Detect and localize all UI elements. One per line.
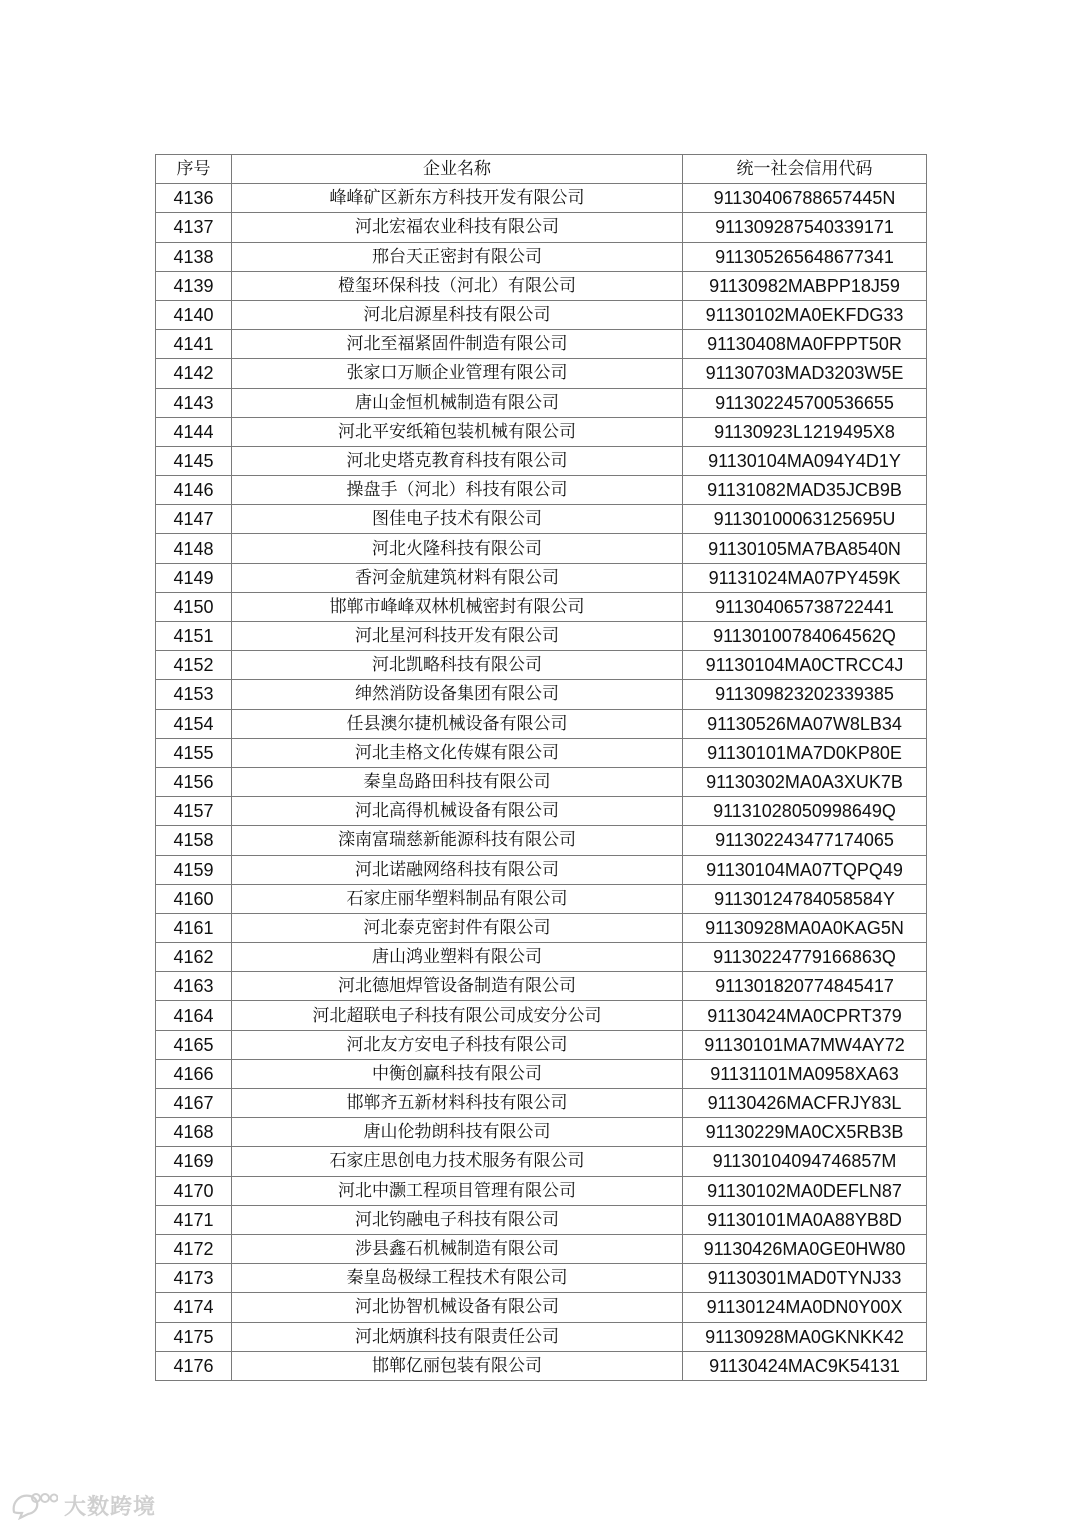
cell-serial-number: 4146 bbox=[156, 476, 232, 505]
table-row bbox=[156, 1030, 927, 1059]
table-row bbox=[156, 622, 927, 651]
cell-company-name: 秦皇岛极绿工程技术有限公司 bbox=[232, 1264, 683, 1293]
table-row bbox=[156, 446, 927, 475]
cell-company-name: 河北火隆科技有限公司 bbox=[232, 534, 683, 563]
cell-company-name: 河北星河科技开发有限公司 bbox=[232, 622, 683, 651]
cell-serial-number: 4144 bbox=[156, 417, 232, 446]
cell-serial-number: 4163 bbox=[156, 972, 232, 1001]
table-body bbox=[156, 184, 927, 1381]
cell-serial-number: 4165 bbox=[156, 1030, 232, 1059]
cell-credit-code: 91130124784058584Y bbox=[683, 884, 927, 913]
cell-company-name: 峰峰矿区新东方科技开发有限公司 bbox=[232, 184, 683, 213]
cell-company-name: 唐山伦勃朗科技有限公司 bbox=[232, 1118, 683, 1147]
table-row bbox=[156, 417, 927, 446]
table-row bbox=[156, 213, 927, 242]
cell-credit-code: 91130104MA094Y4D1Y bbox=[683, 446, 927, 475]
cell-serial-number: 4174 bbox=[156, 1293, 232, 1322]
cell-credit-code: 91130104094746857M bbox=[683, 1147, 927, 1176]
cell-serial-number: 4160 bbox=[156, 884, 232, 913]
cell-credit-code: 91130923L1219495X8 bbox=[683, 417, 927, 446]
cell-serial-number: 4136 bbox=[156, 184, 232, 213]
table-row bbox=[156, 943, 927, 972]
cell-credit-code: 91130426MACFRJY83L bbox=[683, 1089, 927, 1118]
table-row bbox=[156, 709, 927, 738]
cell-credit-code: 911309823202339385 bbox=[683, 680, 927, 709]
cell-company-name: 河北中灏工程项目管理有限公司 bbox=[232, 1176, 683, 1205]
table-row bbox=[156, 1264, 927, 1293]
table-row bbox=[156, 1205, 927, 1234]
enterprise-registry-table bbox=[155, 154, 927, 1381]
cell-credit-code: 911301820774845417 bbox=[683, 972, 927, 1001]
speech-bubble-logo-icon bbox=[10, 1490, 58, 1520]
cell-credit-code: 91130102MA0EKFDG33 bbox=[683, 300, 927, 329]
table-row bbox=[156, 884, 927, 913]
cell-serial-number: 4157 bbox=[156, 797, 232, 826]
cell-serial-number: 4176 bbox=[156, 1351, 232, 1380]
cell-credit-code: 91130302MA0A3XUK7B bbox=[683, 767, 927, 796]
cell-credit-code: 91130124MA0DN0Y00X bbox=[683, 1293, 927, 1322]
cell-serial-number: 4175 bbox=[156, 1322, 232, 1351]
cell-credit-code: 91130526MA07W8LB34 bbox=[683, 709, 927, 738]
cell-company-name: 河北协智机械设备有限公司 bbox=[232, 1293, 683, 1322]
table-row bbox=[156, 1293, 927, 1322]
header-credit-code: 统一社会信用代码 bbox=[683, 155, 927, 184]
cell-company-name: 河北诺融网络科技有限公司 bbox=[232, 855, 683, 884]
cell-credit-code: 91130408MA0FPPT50R bbox=[683, 330, 927, 359]
cell-company-name: 河北高得机械设备有限公司 bbox=[232, 797, 683, 826]
cell-company-name: 河北超联电子科技有限公司成安分公司 bbox=[232, 1001, 683, 1030]
cell-serial-number: 4170 bbox=[156, 1176, 232, 1205]
table-row bbox=[156, 1322, 927, 1351]
table-row bbox=[156, 1147, 927, 1176]
cell-company-name: 河北史塔克教育科技有限公司 bbox=[232, 446, 683, 475]
cell-credit-code: 91130224779166863Q bbox=[683, 943, 927, 972]
cell-company-name: 秦皇岛路田科技有限公司 bbox=[232, 767, 683, 796]
cell-credit-code: 91130426MA0GE0HW80 bbox=[683, 1234, 927, 1263]
cell-serial-number: 4151 bbox=[156, 622, 232, 651]
table-row bbox=[156, 1089, 927, 1118]
cell-serial-number: 4159 bbox=[156, 855, 232, 884]
cell-company-name: 任县澳尔捷机械设备有限公司 bbox=[232, 709, 683, 738]
cell-serial-number: 4173 bbox=[156, 1264, 232, 1293]
cell-credit-code: 91131028050998649Q bbox=[683, 797, 927, 826]
cell-company-name: 河北至福紧固件制造有限公司 bbox=[232, 330, 683, 359]
cell-credit-code: 911305265648677341 bbox=[683, 242, 927, 271]
cell-credit-code: 91130100063125695U bbox=[683, 505, 927, 534]
table-row bbox=[156, 388, 927, 417]
cell-serial-number: 4142 bbox=[156, 359, 232, 388]
cell-serial-number: 4154 bbox=[156, 709, 232, 738]
cell-serial-number: 4143 bbox=[156, 388, 232, 417]
table-row bbox=[156, 184, 927, 213]
table-row bbox=[156, 592, 927, 621]
table-row bbox=[156, 1059, 927, 1088]
cell-serial-number: 4172 bbox=[156, 1234, 232, 1263]
cell-credit-code: 911309287540339171 bbox=[683, 213, 927, 242]
cell-serial-number: 4148 bbox=[156, 534, 232, 563]
cell-credit-code: 91130229MA0CX5RB3B bbox=[683, 1118, 927, 1147]
watermark-text: 大数跨境 bbox=[64, 1494, 157, 1520]
table-row bbox=[156, 651, 927, 680]
cell-company-name: 河北启源星科技有限公司 bbox=[232, 300, 683, 329]
cell-credit-code: 911302243477174065 bbox=[683, 826, 927, 855]
cell-serial-number: 4147 bbox=[156, 505, 232, 534]
cell-credit-code: 91131101MA0958XA63 bbox=[683, 1059, 927, 1088]
cell-credit-code: 91130928MA0GKNKK42 bbox=[683, 1322, 927, 1351]
header-row bbox=[156, 155, 927, 184]
cell-company-name: 邯郸市峰峰双林机械密封有限公司 bbox=[232, 592, 683, 621]
table-row bbox=[156, 476, 927, 505]
cell-company-name: 邯郸齐五新材料科技有限公司 bbox=[232, 1089, 683, 1118]
cell-company-name: 涉县鑫石机械制造有限公司 bbox=[232, 1234, 683, 1263]
cell-credit-code: 91130101MA0A88YB8D bbox=[683, 1205, 927, 1234]
table-row bbox=[156, 271, 927, 300]
cell-serial-number: 4171 bbox=[156, 1205, 232, 1234]
cell-company-name: 河北钧融电子科技有限公司 bbox=[232, 1205, 683, 1234]
cell-company-name: 河北平安纸箱包装机械有限公司 bbox=[232, 417, 683, 446]
cell-serial-number: 4153 bbox=[156, 680, 232, 709]
cell-serial-number: 4141 bbox=[156, 330, 232, 359]
table-row bbox=[156, 359, 927, 388]
table-row bbox=[156, 1234, 927, 1263]
cell-company-name: 河北凯略科技有限公司 bbox=[232, 651, 683, 680]
cell-company-name: 河北友方安电子科技有限公司 bbox=[232, 1030, 683, 1059]
table-row bbox=[156, 242, 927, 271]
cell-serial-number: 4155 bbox=[156, 738, 232, 767]
cell-company-name: 河北宏福农业科技有限公司 bbox=[232, 213, 683, 242]
table-row bbox=[156, 1001, 927, 1030]
cell-company-name: 唐山金恒机械制造有限公司 bbox=[232, 388, 683, 417]
cell-credit-code: 91130703MAD3203W5E bbox=[683, 359, 927, 388]
table-row bbox=[156, 1118, 927, 1147]
cell-serial-number: 4145 bbox=[156, 446, 232, 475]
cell-company-name: 石家庄思创电力技术服务有限公司 bbox=[232, 1147, 683, 1176]
cell-company-name: 邢台天正密封有限公司 bbox=[232, 242, 683, 271]
table-row bbox=[156, 738, 927, 767]
table-row bbox=[156, 826, 927, 855]
cell-credit-code: 91130101MA7MW4AY72 bbox=[683, 1030, 927, 1059]
cell-serial-number: 4137 bbox=[156, 213, 232, 242]
cell-credit-code: 91130424MA0CPRT379 bbox=[683, 1001, 927, 1030]
cell-serial-number: 4161 bbox=[156, 913, 232, 942]
cell-credit-code: 91130104MA0CTRCC4J bbox=[683, 651, 927, 680]
cell-credit-code: 91130982MABPP18J59 bbox=[683, 271, 927, 300]
table-row bbox=[156, 797, 927, 826]
cell-company-name: 张家口万顺企业管理有限公司 bbox=[232, 359, 683, 388]
cell-company-name: 河北圭格文化传媒有限公司 bbox=[232, 738, 683, 767]
table-row bbox=[156, 913, 927, 942]
table-row bbox=[156, 855, 927, 884]
cell-company-name: 橙玺环保科技（河北）有限公司 bbox=[232, 271, 683, 300]
header-serial-number: 序号 bbox=[156, 155, 232, 184]
cell-credit-code: 91130424MAC9K54131 bbox=[683, 1351, 927, 1380]
cell-serial-number: 4156 bbox=[156, 767, 232, 796]
cell-credit-code: 91130101MA7D0KP80E bbox=[683, 738, 927, 767]
cell-company-name: 河北炳旗科技有限责任公司 bbox=[232, 1322, 683, 1351]
cell-serial-number: 4158 bbox=[156, 826, 232, 855]
table-row bbox=[156, 330, 927, 359]
cell-credit-code: 91130100784064562Q bbox=[683, 622, 927, 651]
cell-company-name: 河北德旭焊管设备制造有限公司 bbox=[232, 972, 683, 1001]
watermark-logo bbox=[10, 1488, 156, 1522]
cell-serial-number: 4166 bbox=[156, 1059, 232, 1088]
cell-serial-number: 4168 bbox=[156, 1118, 232, 1147]
cell-serial-number: 4149 bbox=[156, 563, 232, 592]
cell-serial-number: 4164 bbox=[156, 1001, 232, 1030]
cell-serial-number: 4150 bbox=[156, 592, 232, 621]
cell-company-name: 中衡创赢科技有限公司 bbox=[232, 1059, 683, 1088]
cell-company-name: 操盘手（河北）科技有限公司 bbox=[232, 476, 683, 505]
table-row bbox=[156, 1351, 927, 1380]
cell-credit-code: 91130301MAD0TYNJ33 bbox=[683, 1264, 927, 1293]
cell-serial-number: 4140 bbox=[156, 300, 232, 329]
cell-credit-code: 91131082MAD35JCB9B bbox=[683, 476, 927, 505]
cell-company-name: 唐山鸿业塑料有限公司 bbox=[232, 943, 683, 972]
cell-credit-code: 911302245700536655 bbox=[683, 388, 927, 417]
table-row bbox=[156, 1176, 927, 1205]
table-row bbox=[156, 767, 927, 796]
cell-credit-code: 911304065738722441 bbox=[683, 592, 927, 621]
cell-company-name: 香河金航建筑材料有限公司 bbox=[232, 563, 683, 592]
cell-serial-number: 4139 bbox=[156, 271, 232, 300]
header-company-name: 企业名称 bbox=[232, 155, 683, 184]
table-row bbox=[156, 505, 927, 534]
cell-credit-code: 91130105MA7BA8540N bbox=[683, 534, 927, 563]
table-header bbox=[156, 155, 927, 184]
cell-credit-code: 91130104MA07TQPQ49 bbox=[683, 855, 927, 884]
table-row bbox=[156, 972, 927, 1001]
cell-credit-code: 91130928MA0A0KAG5N bbox=[683, 913, 927, 942]
cell-serial-number: 4162 bbox=[156, 943, 232, 972]
cell-serial-number: 4138 bbox=[156, 242, 232, 271]
cell-company-name: 图佳电子技术有限公司 bbox=[232, 505, 683, 534]
cell-company-name: 邯郸亿丽包装有限公司 bbox=[232, 1351, 683, 1380]
cell-credit-code: 91131024MA07PY459K bbox=[683, 563, 927, 592]
cell-company-name: 河北泰克密封件有限公司 bbox=[232, 913, 683, 942]
table-row bbox=[156, 563, 927, 592]
table-row bbox=[156, 300, 927, 329]
cell-serial-number: 4167 bbox=[156, 1089, 232, 1118]
table-row bbox=[156, 534, 927, 563]
cell-serial-number: 4152 bbox=[156, 651, 232, 680]
table-row bbox=[156, 680, 927, 709]
cell-credit-code: 91130406788657445N bbox=[683, 184, 927, 213]
cell-credit-code: 91130102MA0DEFLN87 bbox=[683, 1176, 927, 1205]
cell-company-name: 绅然消防设备集团有限公司 bbox=[232, 680, 683, 709]
cell-serial-number: 4169 bbox=[156, 1147, 232, 1176]
cell-company-name: 石家庄丽华塑料制品有限公司 bbox=[232, 884, 683, 913]
cell-company-name: 滦南富瑞慈新能源科技有限公司 bbox=[232, 826, 683, 855]
